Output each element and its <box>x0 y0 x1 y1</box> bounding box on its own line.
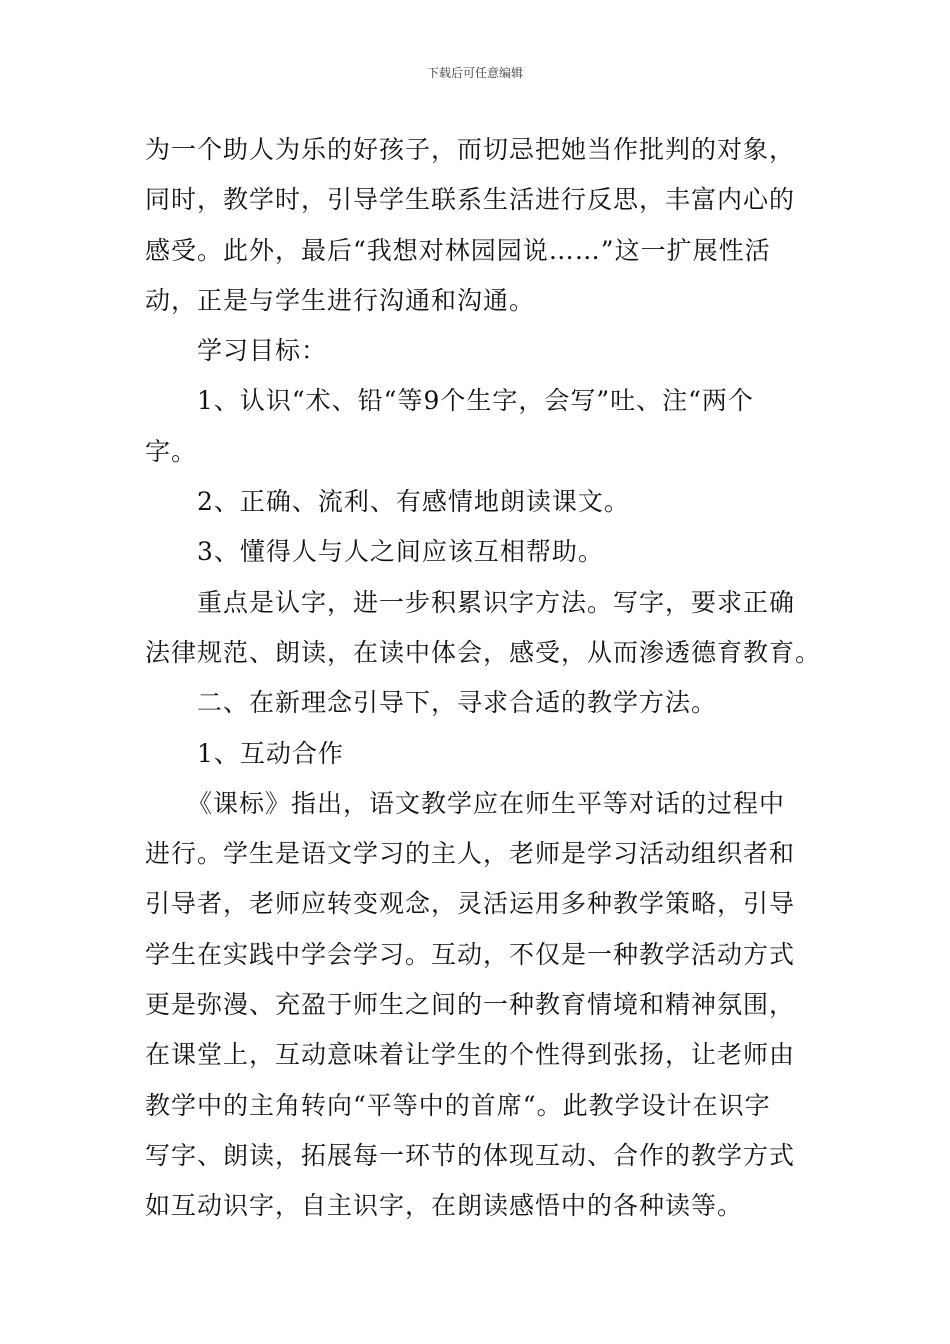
paragraph-line: 教学中的主角转向“平等中的首席“。此教学设计在识字 <box>145 1090 771 1120</box>
paragraph-line: 写字、朗读，拓展每一环节的体现互动、合作的教学方式 <box>145 1140 796 1170</box>
page-header-note: 下载后可任意编辑 <box>426 66 523 80</box>
section-heading-methods: 二、在新理念引导下，寻求合适的教学方法。 <box>197 688 718 718</box>
goal-item-3: 3、懂得人与人之间应该互相帮助。 <box>197 537 604 567</box>
paragraph-line: 感受。此外，最后“我想对林园园说……”这一扩展性活 <box>145 235 771 265</box>
paragraph-line: 重点是认字，进一步积累识字方法。写字，要求正确 <box>197 587 796 617</box>
paragraph-line: 进行。学生是语文学习的主人，老师是学习活动组织者和 <box>145 839 796 869</box>
subheading-interactive-cooperation: 1、互动合作 <box>197 738 344 768</box>
paragraph-line: 在课堂上，互动意味着让学生的个性得到张扬，让老师由 <box>145 1040 796 1070</box>
section-heading-learning-goals: 学习目标： <box>197 336 328 366</box>
goal-item-2: 2、正确、流利、有感情地朗读课文。 <box>197 487 630 517</box>
paragraph-line: 引导者，老师应转变观念，灵活运用多种教学策略，引导 <box>145 889 796 919</box>
paragraph-line: 法律规范、朗读，在读中体会，感受，从而渗透德育教育。 <box>145 637 822 667</box>
paragraph-line: 同时，教学时，引导学生联系生活进行反思，丰富内心的 <box>145 185 796 215</box>
paragraph-line: 学生在实践中学会学习。互动，不仅是一种教学活动方式 <box>145 939 796 969</box>
paragraph-line: 为一个助人为乐的好孩子，而切忌把她当作批判的对象， <box>145 135 796 164</box>
goal-item-1: 1、认识“术、铅“等9个生字，会写”吐、注“两个 <box>197 386 754 416</box>
paragraph-line: 如互动识字，自主识字，在朗读感悟中的各种读等。 <box>145 1191 744 1221</box>
paragraph-line: 动，正是与学生进行沟通和沟通。 <box>145 285 536 315</box>
paragraph-line: 字。 <box>145 436 198 466</box>
paragraph-line: 更是弥漫、充盈于师生之间的一种教育情境和精神氛围， <box>145 990 796 1020</box>
document-body <box>145 125 822 1232</box>
paragraph-line: 《课标》指出，语文教学应在师生平等对话的过程中 <box>187 788 786 818</box>
